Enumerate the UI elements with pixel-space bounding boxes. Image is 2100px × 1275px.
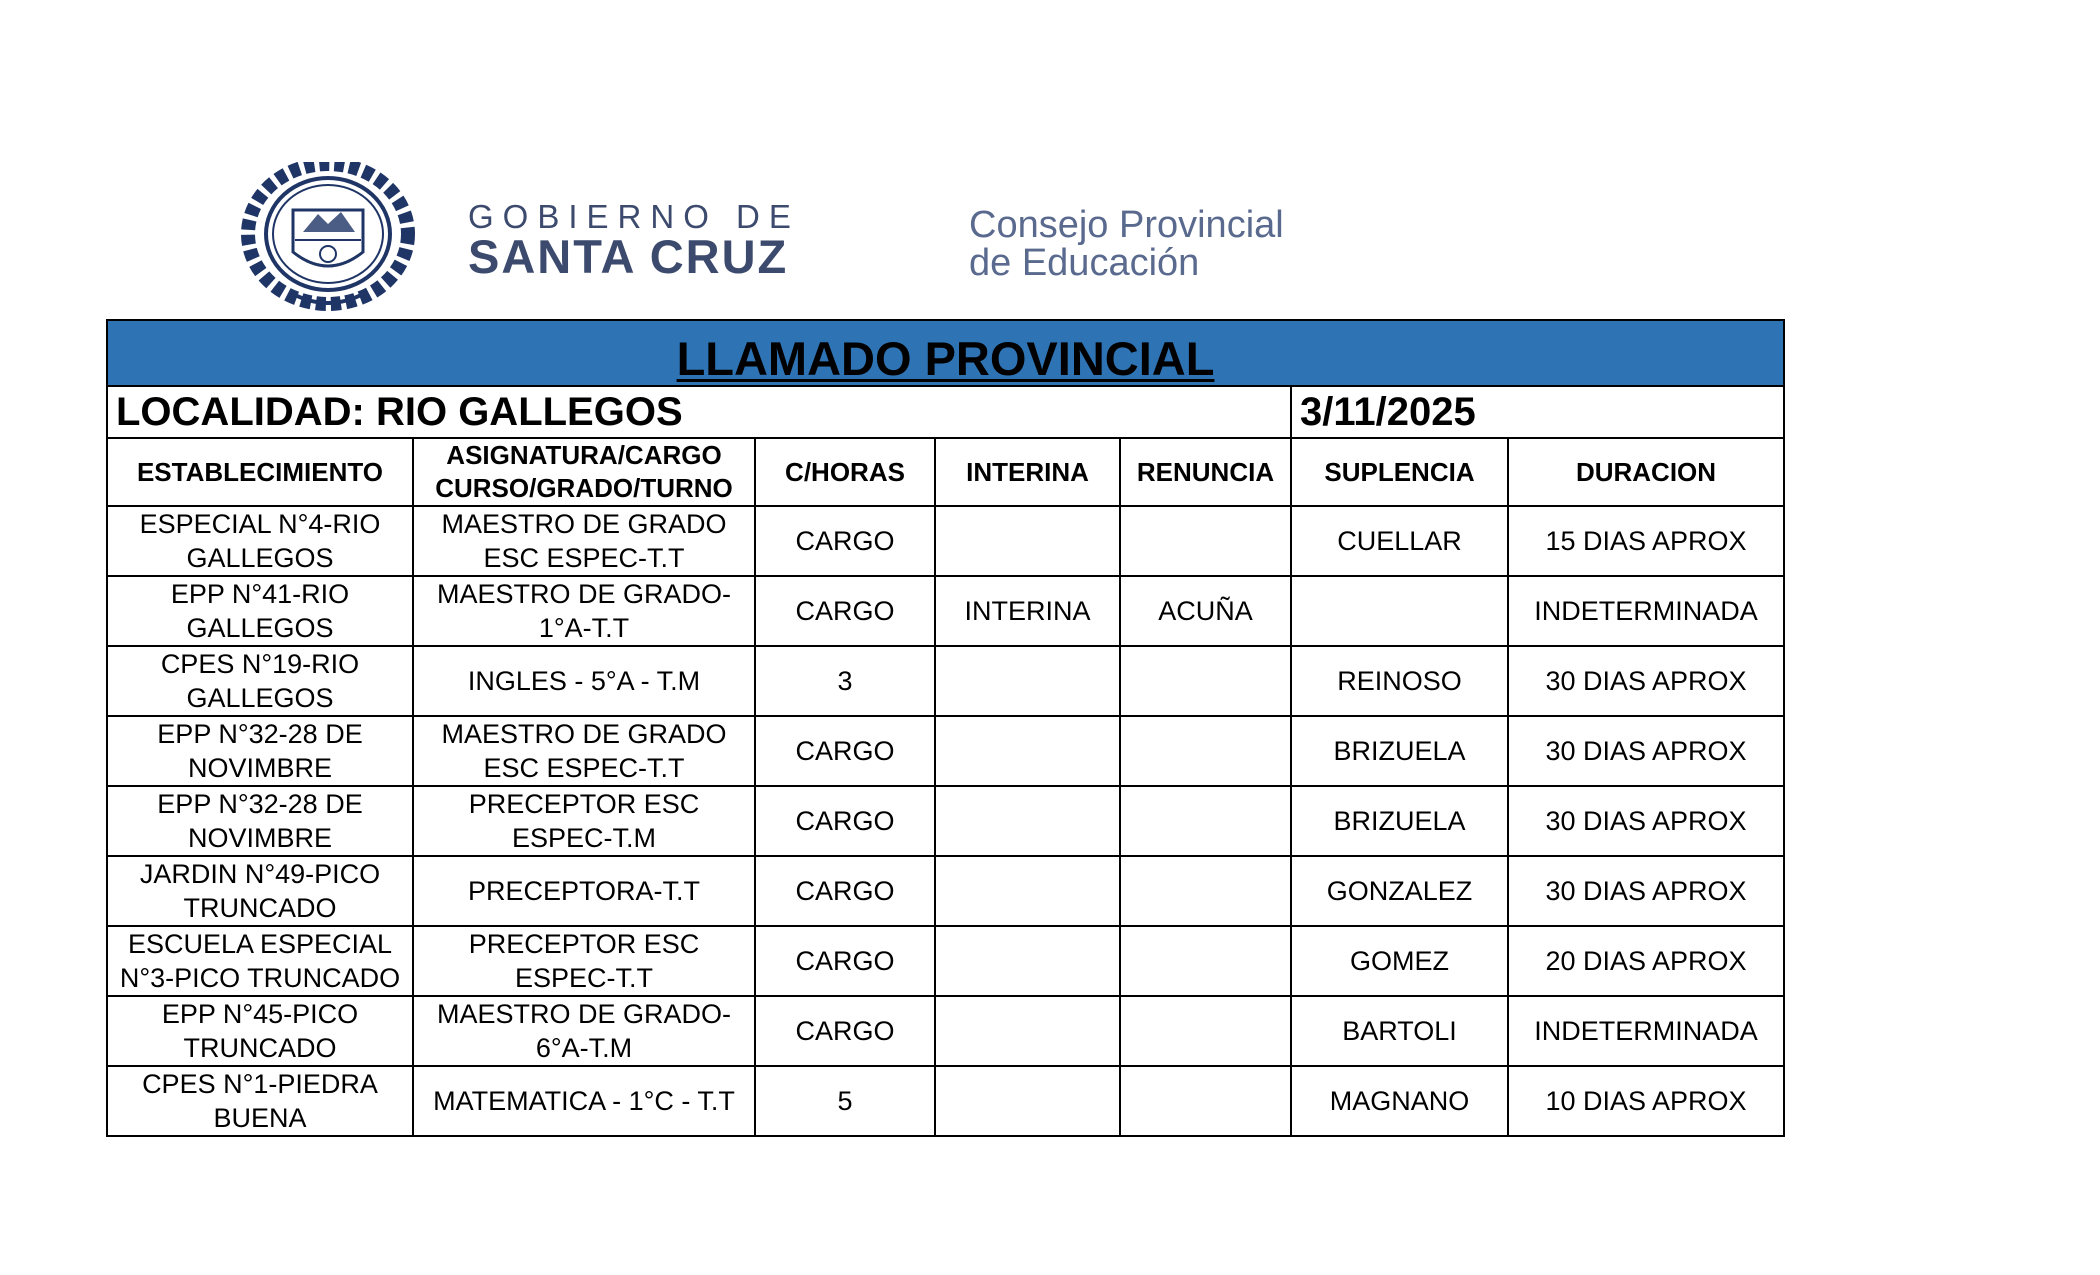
subject-cell: PRECEPTOR ESC ESPEC-T.T [413,926,755,996]
interim-cell [935,646,1120,716]
call-table [106,319,1785,1137]
substitute-cell: GOMEZ [1291,926,1508,996]
establishment-cell: CPES N°19-RIO GALLEGOS [107,646,413,716]
subject-cell: MAESTRO DE GRADO ESC ESPEC-T.T [413,716,755,786]
interim-cell [935,1066,1120,1136]
government-line-2: SANTA CRUZ [468,230,789,283]
resignation-cell [1120,1066,1291,1136]
substitute-cell: REINOSO [1291,646,1508,716]
council-name [969,206,1284,282]
hours-cell: 3 [755,646,935,716]
council-line-1: Consejo Provincial [969,204,1284,246]
duration-cell: 10 DIAS APROX [1508,1066,1784,1136]
resignation-cell [1120,646,1291,716]
substitute-cell: BARTOLI [1291,996,1508,1066]
hours-cell: CARGO [755,786,935,856]
substitute-cell: GONZALEZ [1291,856,1508,926]
duration-cell: 30 DIAS APROX [1508,646,1784,716]
table-row [107,996,1784,1066]
interim-cell [935,786,1120,856]
table-row [107,926,1784,996]
table-row [107,856,1784,926]
hours-cell: CARGO [755,716,935,786]
resignation-cell [1120,716,1291,786]
interim-cell [935,856,1120,926]
government-line-1: GOBIERNO DE [468,198,800,235]
subject-cell: MAESTRO DE GRADO ESC ESPEC-T.T [413,506,755,576]
duration-cell: INDETERMINADA [1508,576,1784,646]
interim-cell: INTERINA [935,576,1120,646]
establishment-cell: JARDIN N°49-PICO TRUNCADO [107,856,413,926]
subject-cell: INGLES - 5°A - T.M [413,646,755,716]
substitute-cell: BRIZUELA [1291,786,1508,856]
resignation-cell [1120,856,1291,926]
interim-cell [935,996,1120,1066]
hours-cell: CARGO [755,996,935,1066]
substitute-cell: BRIZUELA [1291,716,1508,786]
duration-cell: INDETERMINADA [1508,996,1784,1066]
hours-cell: CARGO [755,506,935,576]
column-header: ASIGNATURA/CARGO CURSO/GRADO/TURNO [413,438,755,506]
establishment-cell: ESPECIAL N°4-RIO GALLEGOS [107,506,413,576]
subject-cell: PRECEPTOR ESC ESPEC-T.M [413,786,755,856]
subject-cell: MAESTRO DE GRADO-6°A-T.M [413,996,755,1066]
page-title: LLAMADO PROVINCIAL [676,332,1215,385]
column-header: DURACION [1508,438,1784,506]
hours-cell: CARGO [755,926,935,996]
establishment-cell: EPP N°45-PICO TRUNCADO [107,996,413,1066]
establishment-cell: EPP N°32-28 DE NOVIMBRE [107,786,413,856]
title-row [107,320,1784,386]
column-header: INTERINA [935,438,1120,506]
resignation-cell [1120,786,1291,856]
council-line-2: de Educación [969,242,1200,284]
table-row [107,646,1784,716]
resignation-cell [1120,926,1291,996]
subject-cell: MAESTRO DE GRADO-1°A-T.T [413,576,755,646]
title-cell [107,320,1784,386]
hours-cell: CARGO [755,576,935,646]
hours-cell: 5 [755,1066,935,1136]
duration-cell: 30 DIAS APROX [1508,856,1784,926]
subject-cell: MATEMATICA - 1°C - T.T [413,1066,755,1136]
column-header: ESTABLECIMIENTO [107,438,413,506]
table-row [107,716,1784,786]
column-header: RENUNCIA [1120,438,1291,506]
table-row [107,506,1784,576]
locality-cell: LOCALIDAD: RIO GALLEGOS [107,386,1291,438]
subject-cell: PRECEPTORA-T.T [413,856,755,926]
resignation-cell [1120,996,1291,1066]
substitute-cell [1291,576,1508,646]
government-seal-logo [233,162,423,312]
header-row [107,438,1784,506]
substitute-cell: MAGNANO [1291,1066,1508,1136]
locality-row [107,386,1784,438]
establishment-cell: EPP N°32-28 DE NOVIMBRE [107,716,413,786]
table-row [107,1066,1784,1136]
hours-cell: CARGO [755,856,935,926]
government-name [468,198,800,283]
table-row [107,786,1784,856]
establishment-cell: ESCUELA ESPECIAL N°3-PICO TRUNCADO [107,926,413,996]
duration-cell: 15 DIAS APROX [1508,506,1784,576]
table-row [107,576,1784,646]
interim-cell [935,926,1120,996]
establishment-cell: EPP N°41-RIO GALLEGOS [107,576,413,646]
interim-cell [935,716,1120,786]
establishment-cell: CPES N°1-PIEDRA BUENA [107,1066,413,1136]
substitute-cell: CUELLAR [1291,506,1508,576]
resignation-cell: ACUÑA [1120,576,1291,646]
column-header: SUPLENCIA [1291,438,1508,506]
duration-cell: 30 DIAS APROX [1508,716,1784,786]
duration-cell: 20 DIAS APROX [1508,926,1784,996]
duration-cell: 30 DIAS APROX [1508,786,1784,856]
resignation-cell [1120,506,1291,576]
date-cell: 3/11/2025 [1291,386,1784,438]
interim-cell [935,506,1120,576]
column-header: C/HORAS [755,438,935,506]
